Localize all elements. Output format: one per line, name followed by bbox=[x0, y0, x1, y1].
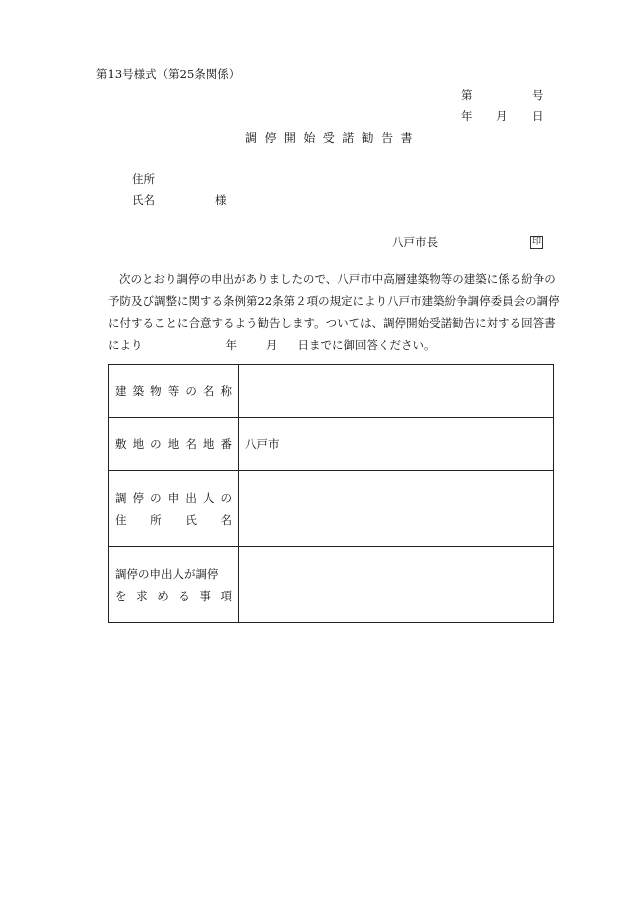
sender-title: 八戸市長 bbox=[392, 235, 438, 249]
table-row bbox=[109, 547, 554, 623]
body-paragraph bbox=[108, 268, 560, 356]
body-line-2: 予防及び調整に関する条例第22条第２項の規定により八戸市建築紛争調停委員会の調停 bbox=[108, 294, 560, 308]
label-requested-matters bbox=[109, 547, 239, 623]
table-row bbox=[109, 471, 554, 547]
honorific: 様 bbox=[215, 193, 227, 207]
reply-suffix: 日までに御回答ください。 bbox=[297, 338, 436, 352]
label-site-lot bbox=[109, 418, 239, 471]
label-text: 調停の申出人が調停 bbox=[115, 566, 219, 581]
table-row bbox=[109, 418, 554, 471]
reply-tsuki: 月 bbox=[266, 338, 278, 352]
value-requested-matters[interactable] bbox=[239, 547, 554, 623]
reply-line bbox=[108, 334, 554, 356]
name-label: 氏名 bbox=[132, 193, 155, 207]
table-row bbox=[109, 365, 554, 418]
form-number: 第13号様式（第25条関係） bbox=[96, 67, 241, 81]
header-hi: 日 bbox=[532, 109, 544, 123]
document-title: 調停開始受諾勧告書 bbox=[245, 131, 420, 145]
mediation-table bbox=[108, 364, 554, 623]
header-go: 号 bbox=[532, 88, 544, 102]
reply-nen: 年 bbox=[225, 338, 237, 352]
seal-mark: 印 bbox=[531, 237, 541, 247]
label-text: を 求 め る 事 項 bbox=[115, 588, 232, 603]
value-applicant[interactable] bbox=[239, 471, 554, 547]
header-tsuki: 月 bbox=[496, 109, 508, 123]
body-line-1: 次のとおり調停の申出がありましたので、八戸市中高層建築物等の建築に係る紛争の bbox=[119, 272, 556, 286]
label-text: 調 停 の 申 出 人 の bbox=[115, 490, 232, 505]
label-building-name bbox=[109, 365, 239, 418]
header-nen: 年 bbox=[461, 109, 473, 123]
label-text: 建 築 物 等 の 名 称 bbox=[115, 384, 232, 398]
label-text: 住 所 氏 名 bbox=[115, 512, 232, 527]
label-applicant bbox=[109, 471, 239, 547]
value-building-name[interactable] bbox=[239, 365, 554, 418]
header-dai: 第 bbox=[461, 88, 473, 102]
body-line-3: に付することに合意するよう勧告します。ついては、調停開始受諾勧告に対する回答書 bbox=[108, 316, 556, 330]
address-label: 住所 bbox=[132, 172, 155, 186]
value-site-lot[interactable]: 八戸市 bbox=[239, 418, 554, 471]
reply-prefix: により bbox=[108, 338, 143, 352]
label-text: 敷 地 の 地 名 地 番 bbox=[115, 437, 232, 451]
